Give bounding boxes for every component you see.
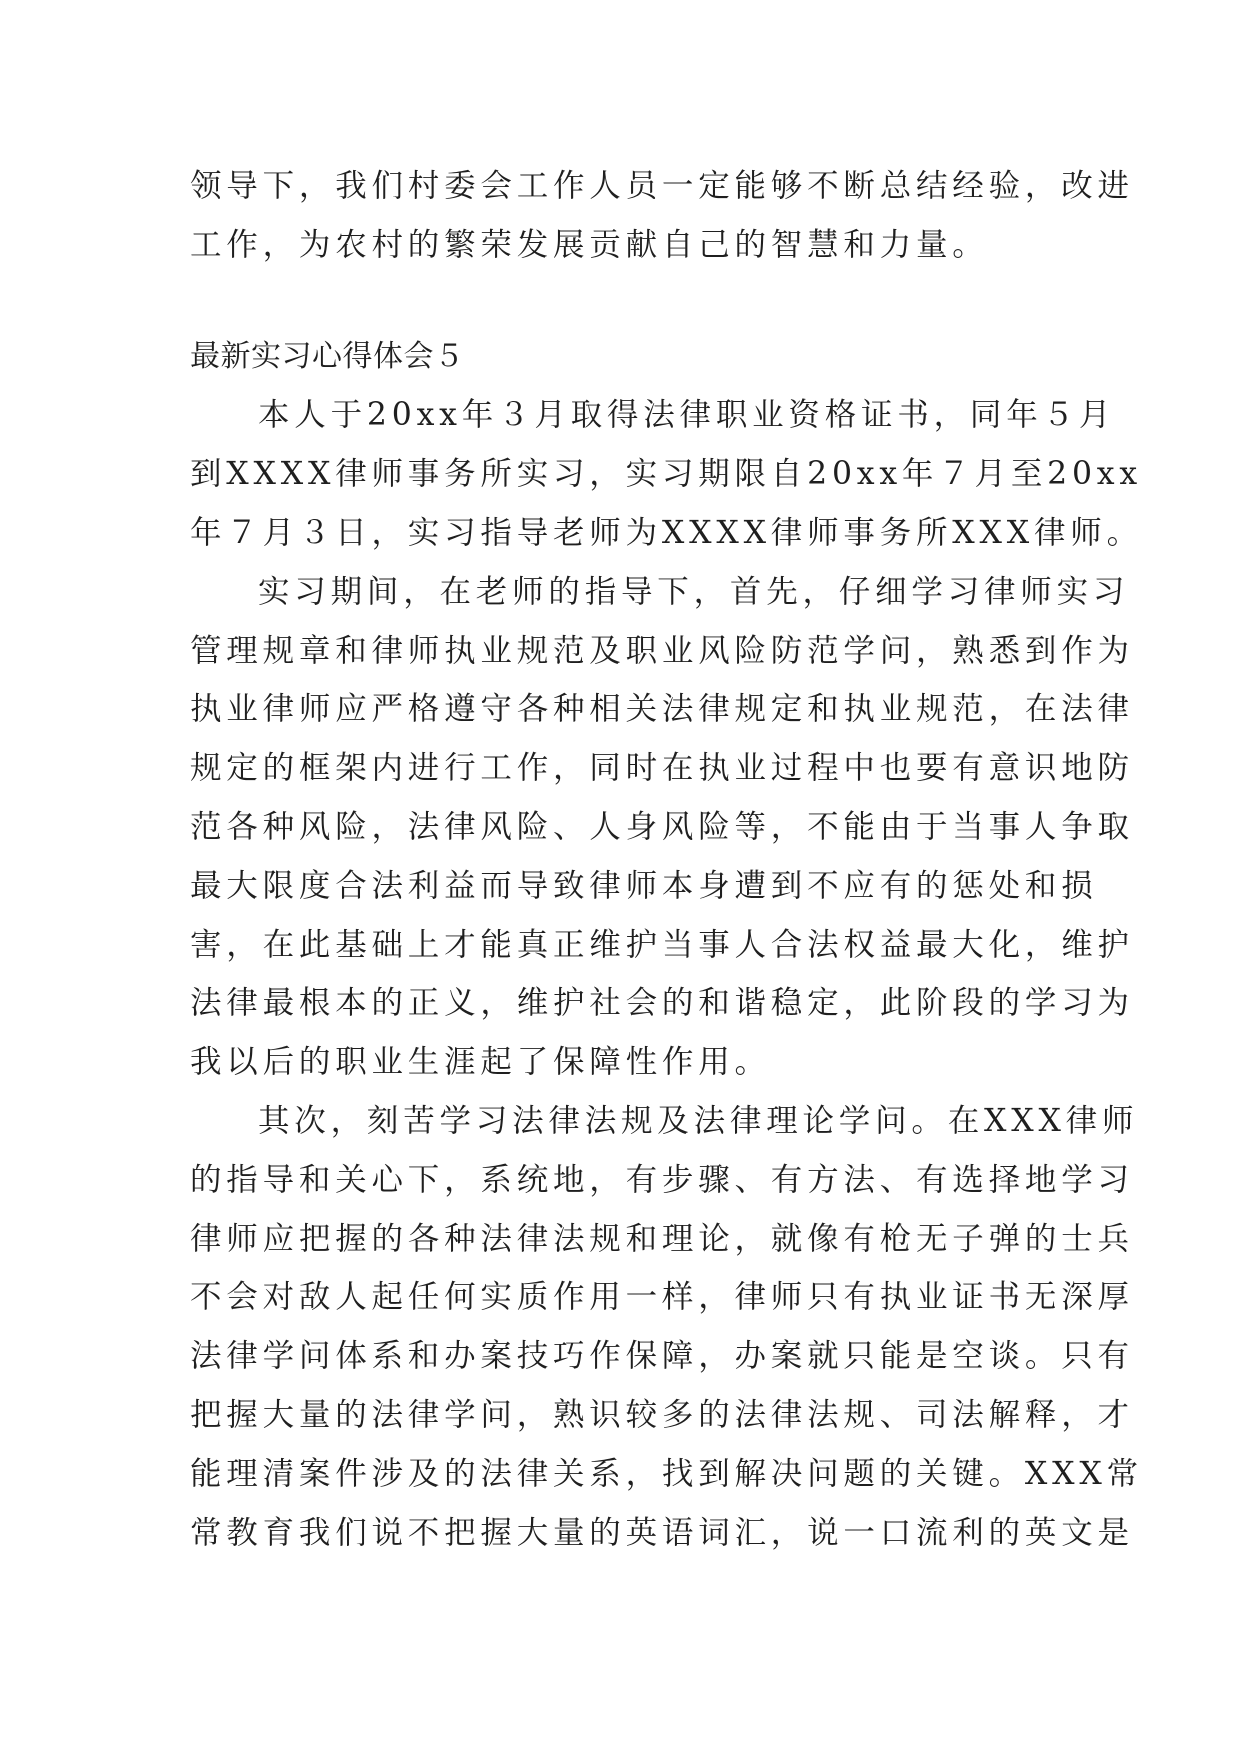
text-line: 律师应把握的各种法律法规和理论，就像有枪无子弹的士兵 xyxy=(190,1220,1134,1257)
paragraph-3 xyxy=(190,1092,1143,1562)
continuation-paragraph xyxy=(190,157,1134,275)
section-spacer xyxy=(190,275,1056,328)
text-line: 范各种风险，法律风险、人身风险等，不能由于当事人争取 xyxy=(190,808,1134,845)
text-line: 工作，为农村的繁荣发展贡献自己的智慧和力量。 xyxy=(190,226,989,263)
text-line: 到XXXX律师事务所实习，实习期限自20xx年７月至20xx xyxy=(190,456,1142,493)
text-line: 不会对敌人起任何实质作用一样，律师只有执业证书无深厚 xyxy=(190,1279,1134,1316)
text-line: 实习期间，在老师的指导下，首先，仔细学习律师实习 xyxy=(258,573,1130,610)
text-line: 害，在此基础上才能真正维护当事人合法权益最大化，维护 xyxy=(190,926,1134,963)
text-line: 我以后的职业生涯起了保障性作用。 xyxy=(190,1044,771,1081)
text-line: 领导下，我们村委会工作人员一定能够不断总结经验，改进 xyxy=(190,168,1134,204)
text-line: 常教育我们说不把握大量的英语词汇，说一口流利的英文是 xyxy=(190,1514,1134,1551)
text-line: 年７月３日，实习指导老师为XXXX律师事务所XXX律师。 xyxy=(190,514,1143,551)
paragraph-1 xyxy=(190,386,1143,562)
text-line: 法律最根本的正义，维护社会的和谐稳定，此阶段的学习为 xyxy=(190,985,1134,1022)
text-line: 管理规章和律师执业规范及职业风险防范学问，熟悉到作为 xyxy=(190,632,1134,669)
text-line: 规定的框架内进行工作，同时在执业过程中也要有意识地防 xyxy=(190,750,1134,787)
text-line: 能理清案件涉及的法律关系，找到解决问题的关键。XXX常 xyxy=(190,1455,1143,1492)
paragraph-2 xyxy=(190,563,1134,1092)
text-line: 的指导和关心下，系统地，有步骤、有方法、有选择地学习 xyxy=(190,1161,1134,1198)
document-body xyxy=(190,157,1143,1562)
text-line: 最大限度合法利益而导致律师本身遭到不应有的惩处和损 xyxy=(190,867,1098,904)
section-title: 最新实习心得体会５ xyxy=(190,338,465,374)
text-line: 执业律师应严格遵守各种相关法律规定和执业规范，在法律 xyxy=(190,691,1134,728)
text-line: 法律学问体系和办案技巧作保障，办案就只能是空谈。只有 xyxy=(190,1338,1134,1375)
text-line: 本人于20xx年３月取得法律职业资格证书，同年５月 xyxy=(258,397,1116,434)
text-line: 其次，刻苦学习法律法规及法律理论学问。在XXX律师 xyxy=(258,1102,1139,1139)
text-line: 把握大量的法律学问，熟识较多的法律法规、司法解释，才 xyxy=(190,1396,1134,1433)
